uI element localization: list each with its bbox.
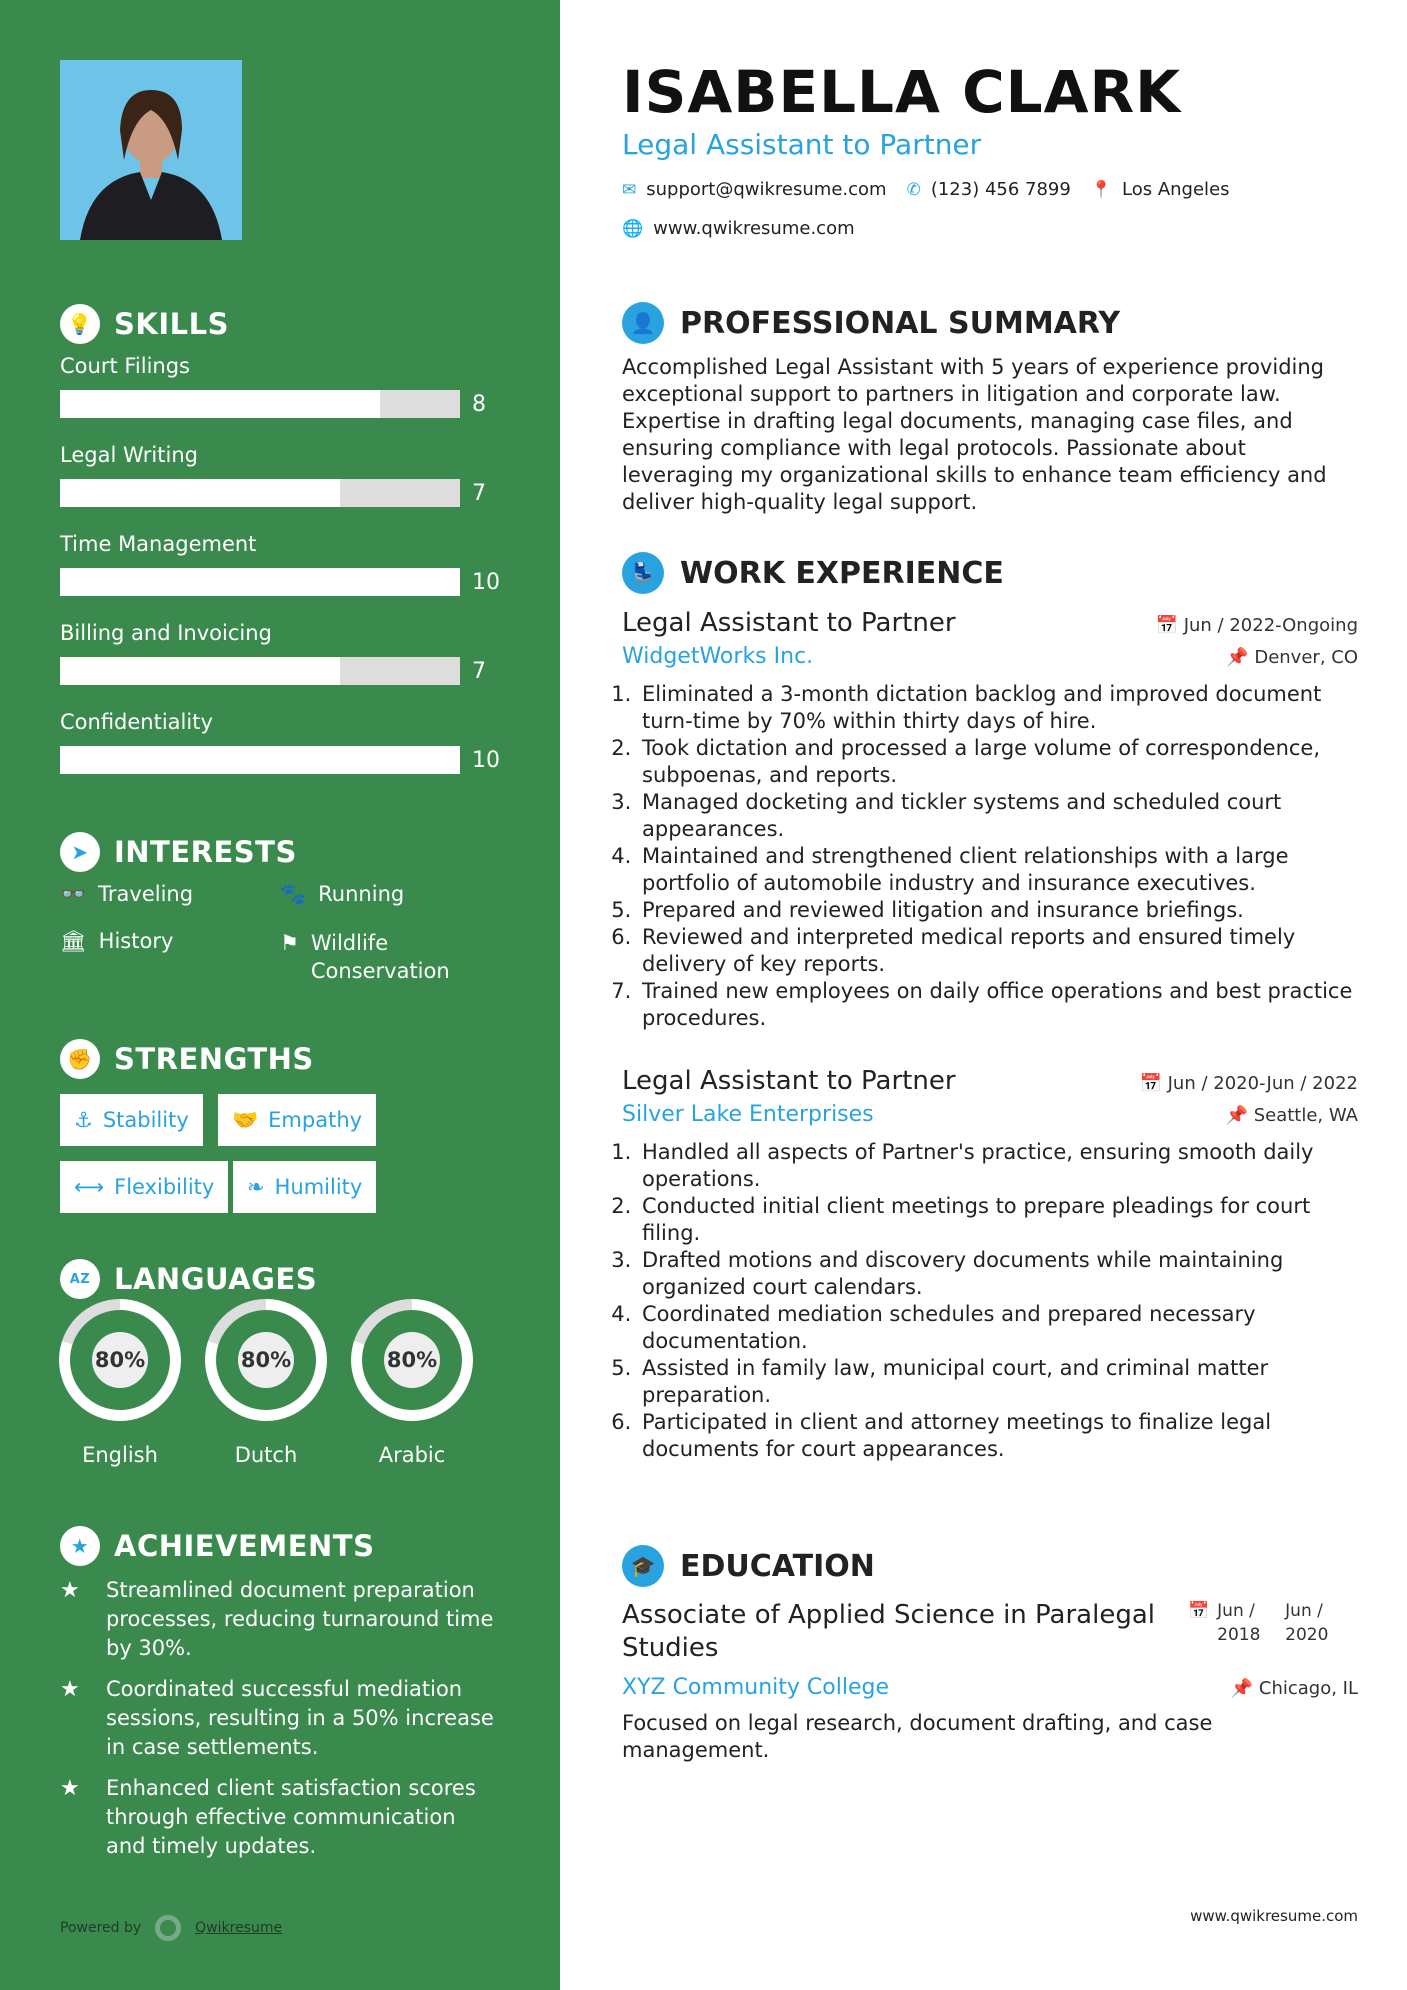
binoculars-icon: 👓 (60, 882, 87, 906)
work-heading: 💺 WORK EXPERIENCE (622, 552, 1358, 594)
flag-icon: ⚑ (280, 931, 299, 955)
interest-item: ⚑ Wildlife Conservation (280, 931, 450, 983)
interest-item: 👓 Traveling (60, 882, 194, 906)
candidate-name: ISABELLA CLARK (622, 58, 1182, 126)
phone-icon: ✆ (906, 179, 921, 200)
user-icon: 👤 (622, 302, 664, 344)
email-contact[interactable]: ✉ support@qwikresume.com (622, 179, 887, 200)
language-ring: 80% (351, 1299, 473, 1421)
skill-item: Billing and Invoicing 7 (60, 621, 486, 684)
job-bullets: 1. Handled all aspects of Partner's practice, ensuring smooth daily operations. 2. Conducted initial client meetings to prepare pleadings for court filing. 3. Drafted motions and discovery documents while maintaining organized court calendars. 4. Coordinated mediation schedules and prepared necessary documentation. 5. Assisted in family law, municipal court, and criminal matter preparation. 6. Participated in client and attorney meetings to finalize legal documents for court appearances. (618, 1139, 1358, 1463)
school: XYZ Community College (622, 1675, 889, 1700)
skill-bar: 8 (60, 390, 460, 418)
pin-icon: 📌 (1225, 1105, 1254, 1126)
lightbulb-icon: 💡 (60, 304, 100, 344)
achievements-heading: ★ ACHIEVEMENTS (60, 1526, 374, 1566)
qwikresume-link[interactable]: Qwikresume (195, 1920, 283, 1936)
website-contact[interactable]: 🌐 www.qwikresume.com (622, 218, 855, 239)
language-ring: 80% (59, 1299, 181, 1421)
skill-bar: 7 (60, 657, 460, 685)
interest-item: 🐾 Running (280, 882, 405, 906)
skills-list (60, 354, 500, 799)
skill-bar: 10 (60, 746, 460, 774)
calendar-icon: 📅 (1155, 615, 1184, 636)
strength-tag: ⚓ Stability (60, 1094, 203, 1146)
calendar-icon: 📅 (1139, 1073, 1168, 1094)
globe-icon: 🌐 (622, 218, 644, 239)
education-description: Focused on legal research, document drafting, and case management. (622, 1711, 1213, 1762)
language-item: 80% English (59, 1299, 181, 1467)
translate-icon: AZ (60, 1259, 100, 1299)
phone-contact: ✆ (123) 456 7899 (906, 179, 1071, 200)
profile-photo (60, 60, 242, 240)
achievement-item: ★ Enhanced client satisfaction scores through effective communication and timely updates. (60, 1774, 500, 1861)
skills-heading: 💡 SKILLS (60, 304, 229, 344)
skill-item: Court Filings 8 (60, 354, 486, 417)
strength-tag: ❧ Humility (233, 1161, 376, 1213)
achievement-item: ★ Coordinated successful mediation sessions, resulting in a 50% increase in case settlements. (60, 1675, 500, 1762)
location-contact: 📍 Los Angeles (1090, 179, 1230, 200)
job-bullets: 1. Eliminated a 3-month dictation backlog and improved document turn-time by 70% within thirty days of hire. 2. Took dictation and processed a large volume of correspondence, subpoenas, and reports. 3. Managed docketing and tickler systems and scheduled court appearances. 4. Maintained and strengthened client relationships with a large portfolio of automobile industry and insurance executives. 5. Prepared and reviewed litigation and insurance briefings. 6. Reviewed and interpreted medical reports and ensured timely delivery of key reports. 7. Trained new employees on daily office operations and best practice procedures. (618, 681, 1358, 1032)
language-item: 80% Dutch (205, 1299, 327, 1467)
achievement-item: ★ Streamlined document preparation processes, reducing turnaround time by 30%. (60, 1576, 500, 1663)
map-pin-icon: 📍 (1090, 179, 1113, 200)
handshake-icon: 🤝 (232, 1107, 259, 1132)
degree: Associate of Applied Science in Paralegal Studies (622, 1600, 1155, 1663)
strength-tag: 🤝 Empathy (218, 1094, 376, 1146)
star-icon: ★ (60, 1776, 80, 1801)
job-entry: Legal Assistant to Partner 📅 Jun / 2022-Ongoing WidgetWorks Inc. 📌 Denver, CO 1. Eliminated a 3-month dictation backlog and improved document turn-time by 70% within thirty days of hire. 2. Took dictation and processed a large volume of correspondence, subpoenas, and reports. 3. Managed docketing and tickler systems and scheduled court appearances. 4. Maintained and strengthened client relationships with a large portfolio of automobile industry and insurance executives. 5. Prepared and reviewed litigation and insurance briefings. 6. Reviewed and interpreted medical reports and ensured timely delivery of key reports. 7. Trained new employees on daily office operations and best practice procedures. (622, 608, 1358, 1032)
footer-website[interactable]: www.qwikresume.com (1190, 1907, 1358, 1925)
education-heading: 🎓 EDUCATION (622, 1545, 1358, 1587)
languages-heading: AZ LANGUAGES (60, 1259, 317, 1299)
paw-icon: 🐾 (280, 882, 307, 906)
strengths-heading: ✊ STRENGTHS (60, 1039, 314, 1079)
fist-icon: ✊ (60, 1039, 100, 1079)
skill-item: Confidentiality 10 (60, 710, 500, 773)
star-icon: ★ (60, 1677, 80, 1702)
strength-tag: ⟷ Flexibility (60, 1161, 228, 1213)
arrows-horizontal-icon: ⟷ (74, 1175, 105, 1199)
work-section (622, 552, 1358, 1463)
language-item: 80% Arabic (351, 1299, 473, 1467)
language-ring: 80% (205, 1299, 327, 1421)
calendar-icon: 📅 (1188, 1601, 1210, 1621)
leaf-icon: ❧ (247, 1175, 265, 1199)
pin-icon: 📌 (1230, 1678, 1259, 1699)
sidebar (0, 0, 560, 1990)
job-entry: Legal Assistant to Partner 📅 Jun / 2020-Jun / 2022 Silver Lake Enterprises 📌 Seattle, WA 1. Handled all aspects of Partner's practice, ensuring smooth daily operations. 2. Conducted initial client meetings to prepare pleadings for court filing. 3. Drafted motions and discovery documents while maintaining organized court calendars. 4. Coordinated mediation schedules and prepared necessary documentation. 5. Assisted in family law, municipal court, and criminal matter preparation. 6. Participated in client and attorney meetings to finalize legal documents for court appearances. (622, 1066, 1358, 1463)
skill-item: Legal Writing 7 (60, 443, 486, 506)
candidate-title: Legal Assistant to Partner (622, 128, 982, 161)
graduate-icon: 🎓 (622, 1545, 664, 1587)
skill-bar: 10 (60, 568, 460, 596)
header (622, 58, 1358, 239)
education-section: 🎓 EDUCATION Associate of Applied Science in Paralegal Studies 📅 Jun / 2018 Jun / 2020 XYZ Community College 📌 Chicago, IL Focused on legal research, document drafting, and case management. (622, 1545, 1358, 1764)
envelope-icon: ✉ (622, 179, 637, 200)
powered-by: Powered by Qwikresume (60, 1915, 282, 1941)
museum-icon: 🏛 (60, 929, 87, 953)
star-icon: ★ (60, 1578, 80, 1603)
anchor-icon: ⚓ (74, 1108, 93, 1132)
office-chair-icon: 💺 (622, 552, 664, 594)
summary-section (622, 302, 1358, 516)
skill-item: Time Management 10 (60, 532, 500, 595)
interest-item: 🏛 History (60, 929, 174, 953)
star-icon: ★ (60, 1526, 100, 1566)
interests-heading: ➤ INTERESTS (60, 832, 297, 872)
pin-icon: 📌 (1226, 647, 1255, 668)
qwikresume-logo-icon (155, 1915, 181, 1941)
paper-plane-icon: ➤ (60, 832, 100, 872)
summary-heading: 👤 PROFESSIONAL SUMMARY (622, 302, 1358, 344)
skill-bar: 7 (60, 479, 460, 507)
summary-text: Accomplished Legal Assistant with 5 years of experience providing exceptional support to partners in litigation and corporate law. Expertise in drafting legal documents, managing case files, and ensuring compliance with legal protocols. Passionate about leveraging my organizational skills to enhance team efficiency and deliver high-quality legal support. (622, 355, 1327, 514)
